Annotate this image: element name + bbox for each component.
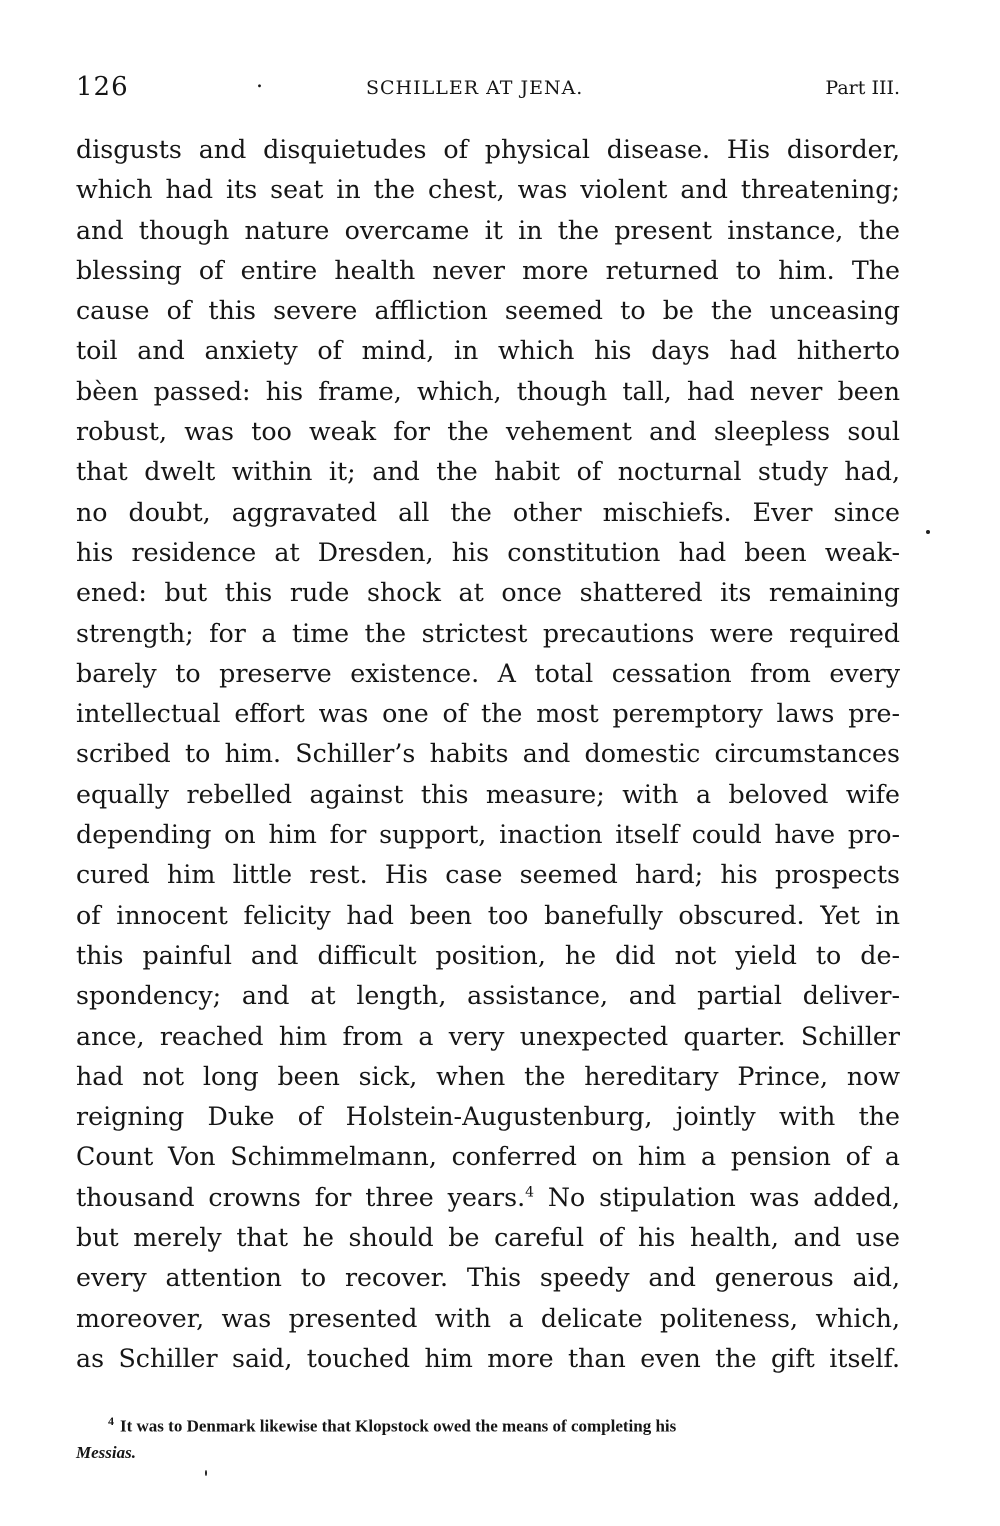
footnote-mark: 4 [108,1414,114,1428]
text-line: spondency; and at length, assistance, and partial deliver- [76,981,900,1011]
text-line: ened: but this rude shock at once shattered its remaining [76,578,900,608]
text-line: scribed to him. Schiller’s habits and domestic circumstances [76,739,900,769]
print-speck [926,530,930,534]
text-segment: thousand crowns for three years. [76,1182,526,1212]
text-line: intellectual effort was one of the most peremptory laws pre- [76,699,900,729]
footnote-text: It was to Denmark likewise that Klopstock owed the means of completing his [120,1416,677,1436]
text-line: cause of this severe affliction seemed to be the unceasing [76,296,900,326]
text-line: ance, reached him from a very unexpected quarter. Schiller [76,1021,900,1051]
text-line: toil and anxiety of mind, in which his days had hitherto [76,336,900,366]
running-title: SCHILLER AT JENA. [366,77,584,99]
text-line: Count Von Schimmelmann, conferred on him a pension of a [76,1142,900,1172]
text-line: every attention to recover. This speedy and generous aid, [76,1263,900,1293]
text-line: robust, was too weak for the vehement and sleepless soul [76,417,900,447]
print-speck [205,1470,207,1476]
text-line: no doubt, aggravated all the other mischiefs. Ever since [76,497,900,527]
text-line: cured him little rest. His case seemed hard; his prospects [76,860,900,890]
footnote-line [76,1408,900,1440]
text-line: that dwelt within it; and the habit of nocturnal study had, [76,457,900,487]
text-line: of innocent felicity had been too banefully obscured. Yet in [76,900,900,930]
text-line: had not long been sick, when the hereditary Prince, now [76,1061,900,1091]
text-line-with-footnote-ref [76,1178,900,1218]
text-line: disgusts and disquietudes of physical disease. His disorder, [76,135,900,164]
header-dot: . [256,68,263,93]
text-line: as Schiller said, touched him more than even the gift itself. [76,1343,900,1373]
body-text [76,130,900,1379]
text-line: barely to preserve existence. A total cessation from every [76,658,900,688]
text-line: blessing of entire health never more returned to him. The [76,255,900,285]
running-head [76,68,900,108]
page-number: 126 [76,72,129,102]
text-line: moreover, was presented with a delicate politeness, which, [76,1303,900,1333]
text-line: which had its seat in the chest, was violent and threatening; [76,175,900,205]
text-line: but merely that he should be careful of his health, and use [76,1223,900,1253]
footnote [76,1408,900,1466]
text-line: depending on him for support, inaction itself could have pro- [76,820,900,850]
text-segment: No stipulation was added, [534,1182,900,1212]
footnote-title: Messias. [76,1442,136,1462]
text-line: his residence at Dresden, his constitution had been weak- [76,537,900,567]
text-line: reigning Duke of Holstein-Augustenburg, jointly with the [76,1102,900,1132]
text-line: equally rebelled against this measure; with a beloved wife [76,779,900,809]
text-line: and though nature overcame it in the present instance, the [76,215,900,245]
part-label: Part III. [825,77,900,99]
text-line: bèen passed: his frame, which, though tall, had never been [76,376,900,406]
text-line: strength; for a time the strictest precautions were required [76,618,900,648]
text-line: this painful and difficult position, he did not yield to de- [76,940,900,970]
footnote-reference: 4 [525,1184,535,1201]
